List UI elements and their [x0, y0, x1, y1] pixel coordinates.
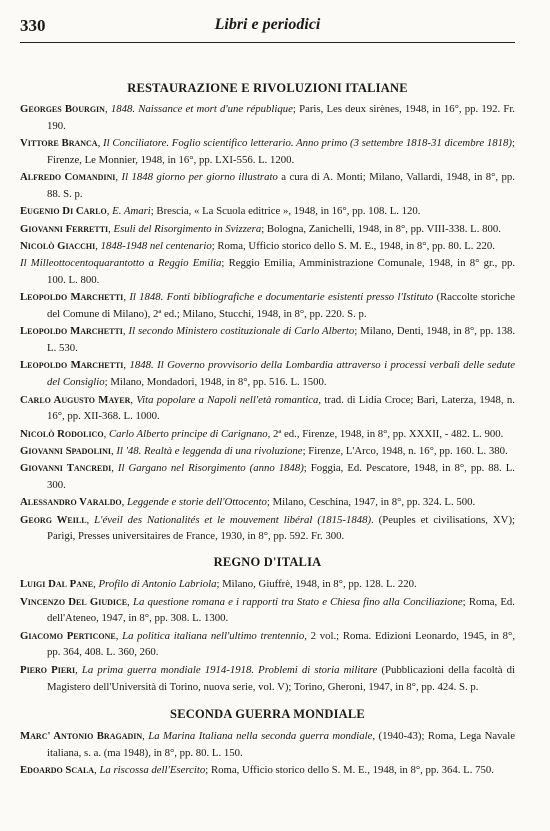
bibliography-entry — [20, 255, 515, 289]
bibliography-entry: Giovanni Ferretti, Esuli del Risorgimento in Svizzera; Bologna, Zanichelli, 1948, in 8°, pp. VIII-338. L. 800. — [20, 222, 501, 235]
entry-title: Il 1848. Fonti bibliografiche e documentarie esistenti presso l'Istituto — [129, 291, 434, 304]
entry-publication: (Pubblicazioni della facoltà di Magistero dell'Università di Torino, nuova serie, vol. V); Torino, Gheroni, 1947, in 8°, pp. 424. S. p. — [47, 663, 515, 693]
bibliography-entry: Giovanni Tancredi, Il Gargano nel Risorgimento (anno 1848); Foggia, Ed. Pescatore, 1948, in 8°, pp. 88. L. 300. — [20, 462, 515, 492]
bibliography-entry: Eugenio Di Carlo, E. Amari; Brescia, « La Scuola editrice », 1948, in 16°, pp. 108. L. 120. — [20, 205, 421, 218]
entry-publication: , trad. di Lidia Croce; Bari, Laterza, 1948, n. 16°, pp. XII-368. L. 1000. — [47, 393, 515, 423]
entry-author: Leopoldo Marchetti — [20, 325, 123, 338]
entry-publication: a cura di A. Monti; Milano, Vallardi, 1948, in 8°, pp. 88. S. p. — [47, 171, 515, 200]
bibliography-entry: Georg Weill, L'éveil des Nationalités et le mouvement libéral (1815-1848). (Peuples et civilisations, XV); Parigi, Presses universitaires de France, 1930, in 8°, pp. 592. Fr. 300. — [20, 513, 516, 543]
bibliography-entry: Vincenzo Del Giudice, La questione romana e i rapporti tra Stato e Chiesa fino alla Conciliazione; Roma, Ed. dell'Ateneo, 1947, in 8°, pp. 308. L. 1300. — [20, 595, 515, 625]
bibliography-sections — [20, 81, 515, 779]
entry-publication: ; Milano, Mondadori, 1948, in 8°, pp. 516. L. 1500. — [104, 376, 327, 389]
entry-title: 1848-1948 nel centenario — [100, 239, 212, 252]
entry-publication: ; Firenze, L'Arco, 1948, n. 16°, pp. 160. L. 380. — [302, 444, 508, 457]
page-number: 330 — [20, 16, 46, 35]
entry-publication: ; Brescia, « La Scuola editrice », 1948, in 16°, pp. 108. L. 120. — [150, 205, 421, 218]
entry-publication: ; Roma, Ufficio storico dello S. M. E., 1948, in 8°, pp. 364. L. 750. — [205, 764, 494, 777]
bibliography-entry: Alessandro Varaldo, Leggende e storie dell'Ottocento; Milano, Ceschina, 1947, in 8°, pp. 324. L. 500. — [20, 496, 476, 509]
entry-author: Georges Bourgin — [20, 103, 105, 115]
bibliography-entry: Georges Bourgin, 1848. Naissance et mort d'une république; Paris, Les deux sirènes, 1948, in 16°, pp. 192. Fr. 190. — [20, 103, 515, 132]
bibliography-entry: Giacomo Perticone, La politica italiana nell'ultimo trentennio, 2 vol.; Roma. Edizioni Leonardo, 1945, in 8°, pp. 364, 408. L. 360, 260. — [20, 629, 516, 659]
running-title: Libri e periodici — [214, 16, 321, 33]
page-header — [20, 16, 515, 40]
section-title: REGNO D'ITALIA — [213, 555, 322, 570]
bibliography-entry: Luigi Dal Pane, Profilo di Antonio Labriola; Milano, Giuffrè, 1948, in 8°, pp. 128. L. 220. — [20, 578, 417, 591]
entry-title: 1848. Naissance et mort d'une république — [110, 103, 293, 115]
bibliography-entry: Alfredo Comandini, Il 1848 giorno per giorno illustrato a cura di A. Monti; Milano, Vallardi, 1948, in 8°, pp. 88. S. p. — [20, 171, 515, 200]
entry-author: Vincenzo Del Giudice — [20, 595, 128, 608]
entry-author: Nicolò Giacchi — [20, 239, 96, 252]
section-title: RESTAURAZIONE E RIVOLUZIONI ITALIANE — [127, 81, 408, 95]
entry-title: Il Conciliatore. Foglio scientifico letterario. Anno primo (3 settembre 1818-31 dicembre 1818) — [103, 137, 512, 150]
entry-author: Alfredo Comandini — [20, 171, 116, 184]
entry-author: Alessandro Varaldo — [20, 496, 122, 509]
entry-title: La politica italiana nell'ultimo trentennio — [122, 629, 305, 642]
entry-publication: , 2 vol.; Roma. Edizioni Leonardo, 1945, in 8°, pp. 364, 408. L. 360, 260. — [47, 629, 516, 659]
entry-author: Leopoldo Marchetti — [20, 291, 124, 304]
entry-title: Leggende e storie dell'Ottocento — [126, 496, 267, 509]
entry-publication: (Raccolte storiche del Comune di Milano), 2ª ed.; Milano, Stucchi, 1948, in 8°, pp. 220. S. p. — [47, 291, 516, 321]
entry-title: L'éveil des Nationalités et le mouvement libéral (1815-1848) — [94, 513, 372, 526]
entry-title: Il Milleottocentoquarantotto a Reggio Emilia — [20, 257, 222, 270]
entry-author: Giovanni Tancredi — [20, 462, 112, 475]
entry-publication: ; Bologna, Zanichelli, 1948, in 8°, pp. VIII-338. L. 800. — [261, 222, 501, 235]
entry-title: 1848. Il Governo provvisorio della Lombardia attraverso i processi verbali delle sedute del Consiglio — [47, 359, 515, 389]
entry-title: Il '48. Realtà e leggenda di una rivoluzione — [116, 444, 303, 457]
entry-author: Nicolò Rodolico — [20, 427, 104, 440]
entry-title: Esuli del Risorgimento in Svizzera — [113, 222, 262, 235]
bibliography-entry: Leopoldo Marchetti, Il secondo Ministero costituzionale di Carlo Alberto; Milano, Denti, 1948, in 8°, pp. 138. L. 530. — [20, 325, 516, 355]
entry-title: La riscossa dell'Esercito — [99, 764, 206, 777]
entry-author: Luigi Dal Pane — [20, 578, 94, 591]
entry-publication: ; Milano, Giuffrè, 1948, in 8°, pp. 128. L. 220. — [216, 578, 417, 591]
entry-author: Giovanni Ferretti — [20, 222, 109, 235]
entry-publication: ; Milano, Denti, 1948, in 8°, pp. 138. L. 530. — [47, 325, 516, 355]
entry-publication: ; Reggio Emilia, Amministrazione Comunale, 1948, in 8° gr., pp. 100. L. 800. — [47, 257, 516, 286]
header-rule — [20, 42, 515, 43]
entry-title: Carlo Alberto principe di Carignano — [108, 427, 268, 440]
entry-title: La questione romana e i rapporti tra Stato e Chiesa fino alla Conciliazione — [133, 595, 463, 608]
bibliography-entry: Edoardo Scala, La riscossa dell'Esercito; Roma, Ufficio storico dello S. M. E., 1948, in 8°, pp. 364. L. 750. — [20, 764, 494, 777]
entry-author: Marc' Antonio Bragadin — [20, 730, 143, 743]
entry-author: Vittore Branca — [20, 137, 98, 150]
entry-author: Carlo Augusto Mayer — [20, 393, 131, 406]
entry-publication: , (1940-43); Roma, Lega Navale italiana, s. a. (ma 1948), in 8°, pp. 80. L. 150. — [47, 730, 516, 760]
entry-author: Georg Weill — [20, 513, 87, 526]
entry-author: Piero Pieri — [20, 663, 76, 676]
entry-title: Vita popolare a Napoli nell'età romantica — [136, 393, 319, 406]
bibliography-entry: Piero Pieri, La prima guerra mondiale 1914-1918. Problemi di storia militare (Pubblicazioni della facoltà di Magistero dell'Università di Torino, nuova serie, vol. V); Torino, Gheroni, 1947, in 8°, pp. 424. S. p. — [20, 663, 515, 693]
entry-author: Giovanni Spadolini — [20, 444, 111, 457]
entry-publication: ; Milano, Ceschina, 1947, in 8°, pp. 324. L. 500. — [266, 496, 476, 509]
entry-publication: ; Foggia, Ed. Pescatore, 1948, in 8°, pp. 88. L. 300. — [47, 462, 515, 492]
entry-publication: ; Roma, Ufficio storico dello S. M. E., 1948, in 8°, pp. 80. L. 220. — [211, 239, 495, 252]
entry-author: Giacomo Perticone — [20, 629, 116, 642]
bibliography-entry: Leopoldo Marchetti, Il 1848. Fonti bibliografiche e documentarie esistenti presso l'Istituto (Raccolte storiche del Comune di Milano), 2ª ed.; Milano, Stucchi, 1948, in 8°, pp. 220. S. p. — [20, 291, 516, 321]
entry-title: La Marina Italiana nella seconda guerra mondiale — [148, 730, 373, 743]
entry-title: Il 1848 giorno per giorno illustrato — [121, 171, 278, 184]
bibliography-entry: Nicolò Rodolico, Carlo Alberto principe di Carignano, 2ª ed., Firenze, 1948, in 8°, pp. XXXII, - 482. L. 900. — [20, 427, 504, 440]
entry-author: Edoardo Scala — [20, 764, 95, 777]
entry-title: Il secondo Ministero costituzionale di Carlo Alberto — [128, 325, 355, 338]
entry-publication: . (Peuples et civilisations, XV); Parigi, Presses universitaires de France, 1930, in 8°, pp. 592. Fr. 300. — [47, 513, 516, 543]
entry-title: Profilo di Antonio Labriola — [98, 578, 217, 591]
bibliography-entry: Carlo Augusto Mayer, Vita popolare a Napoli nell'età romantica, trad. di Lidia Croce; Bari, Laterza, 1948, n. 16°, pp. XII-368. L. 1000. — [20, 393, 515, 423]
bibliography-entry: Marc' Antonio Bragadin, La Marina Italiana nella seconda guerra mondiale, (1940-43); Roma, Lega Navale italiana, s. a. (ma 1948), in 8°, pp. 80. L. 150. — [20, 730, 516, 760]
book-page — [20, 16, 515, 780]
entry-title: La prima guerra mondiale 1914-1918. Problemi di storia militare — [81, 663, 378, 676]
section-title: SECONDA GUERRA MONDIALE — [170, 707, 365, 722]
entry-author: Leopoldo Marchetti — [20, 359, 124, 372]
entry-publication: , 2ª ed., Firenze, 1948, in 8°, pp. XXXII, - 482. L. 900. — [267, 427, 504, 440]
entry-publication: ; Firenze, Le Monnier, 1948, in 16°, pp. LXI-556. L. 1200. — [47, 137, 515, 166]
bibliography-entry: Vittore Branca, Il Conciliatore. Foglio scientifico letterario. Anno primo (3 settembre 1818-31 dicembre 1818); Firenze, Le Monnier, 1948, in 16°, pp. LXI-556. L. 1200. — [20, 137, 515, 166]
bibliography-entry: Leopoldo Marchetti, 1848. Il Governo provvisorio della Lombardia attraverso i processi verbali delle sedute del Consiglio; Milano, Mondadori, 1948, in 8°, pp. 516. L. 1500. — [20, 359, 515, 389]
bibliography-entry: Giovanni Spadolini, Il '48. Realtà e leggenda di una rivoluzione; Firenze, L'Arco, 1948, n. 16°, pp. 160. L. 380. — [20, 444, 508, 457]
entry-title: E. Amari — [112, 205, 151, 218]
entry-publication: ; Roma, Ed. dell'Ateneo, 1947, in 8°, pp. 308. L. 1300. — [47, 595, 515, 625]
entry-publication: ; Paris, Les deux sirènes, 1948, in 16°, pp. 192. Fr. 190. — [47, 103, 515, 132]
entry-title: Il Gargano nel Risorgimento (anno 1848) — [117, 462, 304, 475]
entry-author: Eugenio Di Carlo — [20, 205, 107, 218]
bibliography-entry: Nicolò Giacchi, 1848-1948 nel centenario; Roma, Ufficio storico dello S. M. E., 1948, in 8°, pp. 80. L. 220. — [20, 239, 495, 252]
